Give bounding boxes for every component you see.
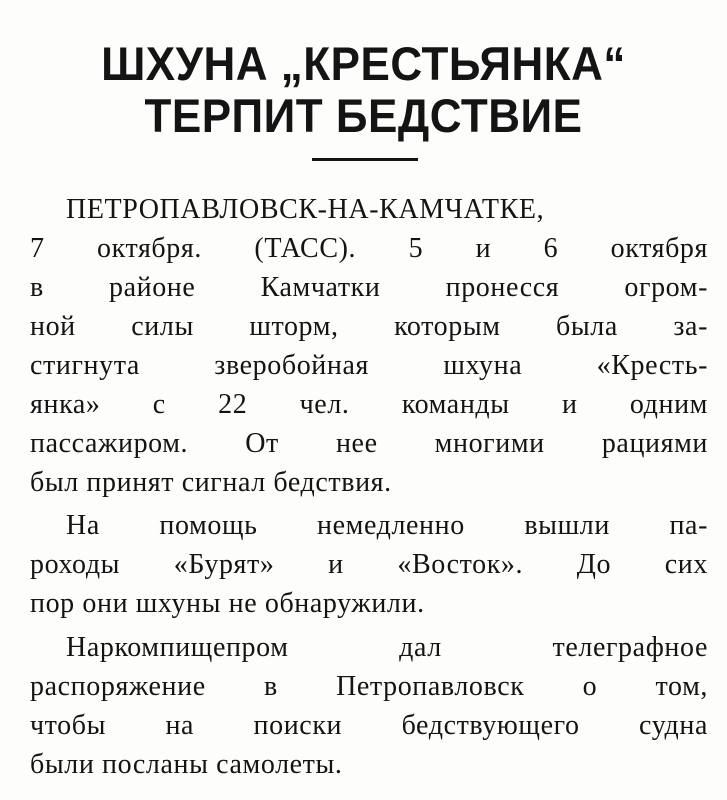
body-line: пассажиром. От нее многими рациями — [30, 428, 708, 459]
body-line: роходы «Бурят» и «Восток». До сих — [30, 549, 708, 580]
body-line: был принят сигнал бедствия. — [30, 467, 392, 498]
body-line: ной силы шторм, которым была за- — [30, 311, 708, 342]
body-line: Наркомпищепром дал телеграфное — [66, 632, 708, 663]
body-line: янка» с 22 чел. команды и одним — [30, 389, 708, 420]
body-line: чтобы на поиски бедствующего судна — [30, 710, 708, 741]
body-line: стигнута зверобойная шхуна «Кресть- — [30, 350, 708, 381]
body-line: На помощь немедленно вышли па- — [66, 510, 708, 541]
body-line: распоряжение в Петропавловск о том, — [30, 671, 708, 702]
headline-divider — [312, 158, 418, 161]
body-line: были посланы самолеты. — [30, 749, 343, 780]
headline-line-1: ШХУНА „КРЕСТЬЯНКА“ — [101, 38, 626, 91]
headline-line-2: ТЕРПИТ БЕДСТВИЕ — [144, 90, 583, 143]
body-line: ПЕТРОПАВЛОВСК-НА-КАМЧАТКЕ, — [66, 194, 545, 225]
body-line: 7 октября. (ТАСС). 5 и 6 октября — [30, 233, 708, 264]
body-line: пор они шхуны не обнаружили. — [30, 588, 425, 619]
body-line: в районе Камчатки пронесся огром- — [30, 272, 708, 303]
